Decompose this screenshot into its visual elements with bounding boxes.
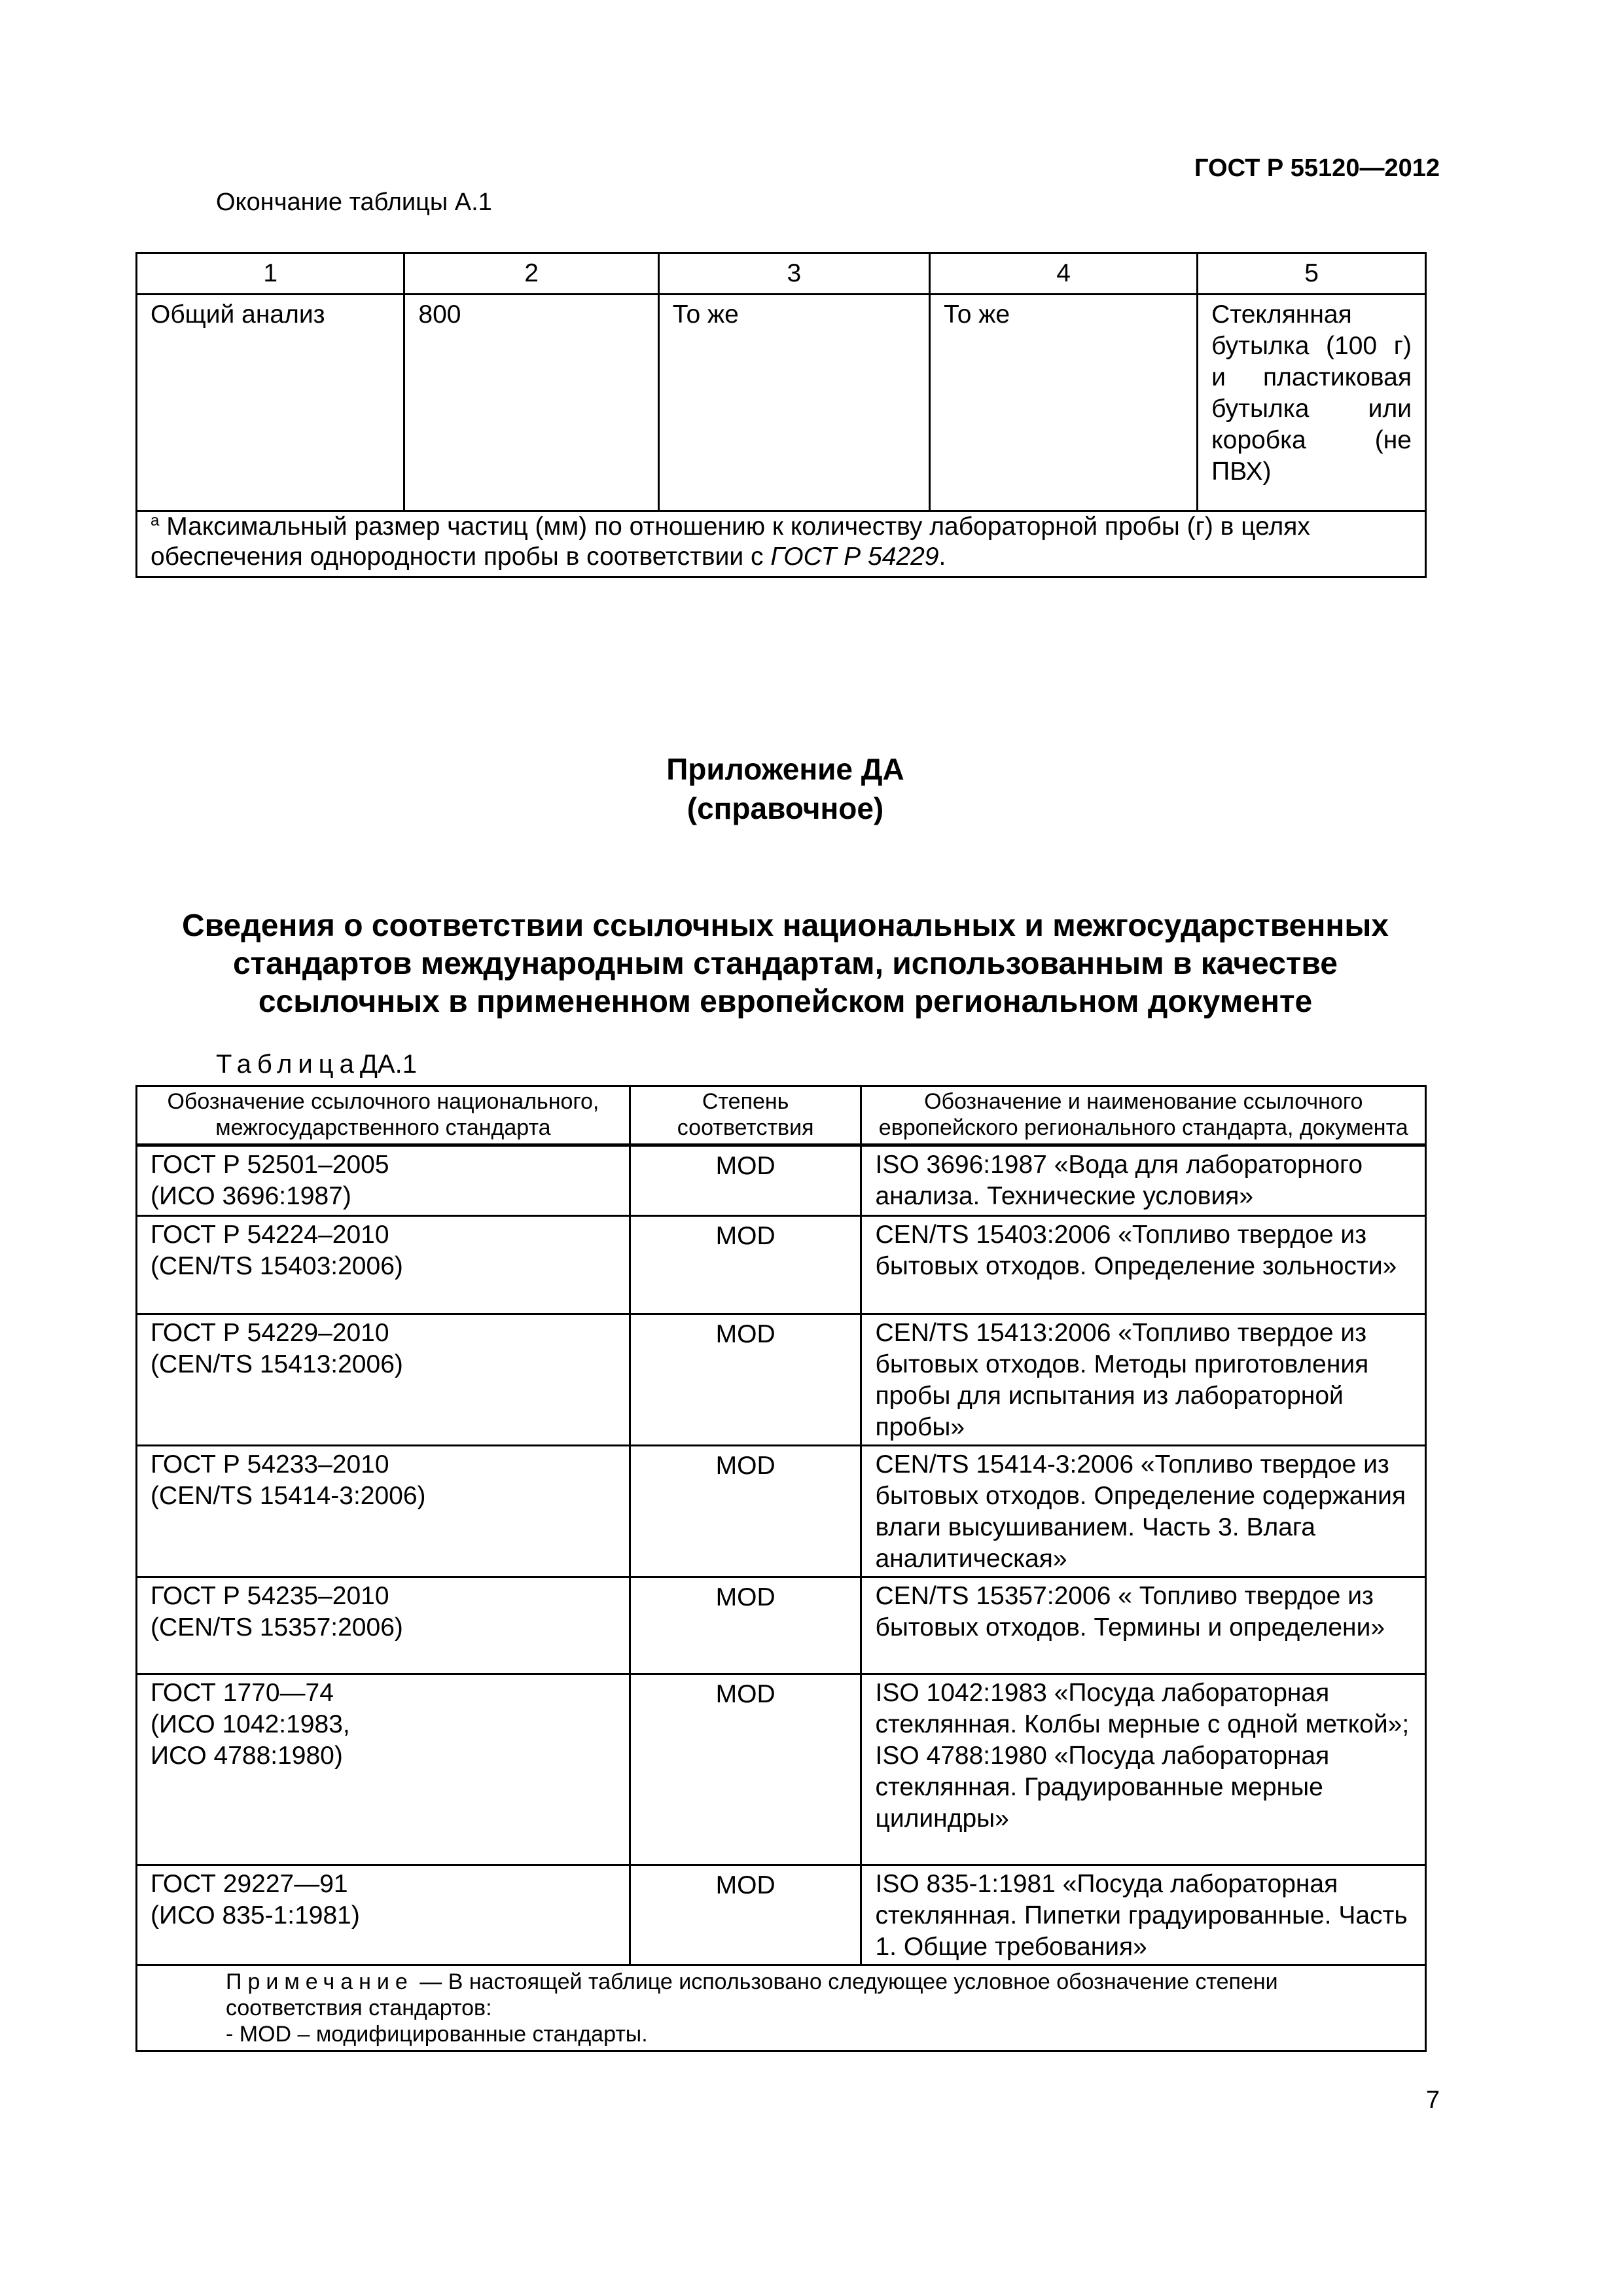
footnote-reference: ГОСТ Р 54229 bbox=[770, 543, 939, 571]
annex-heading-line-2: стандартов международным стандартам, использованным в качестве bbox=[232, 946, 1338, 981]
european-standard-cell: CEN/TS 15357:2006 « Топливо твердое из бытовых отходов. Термины и определени» bbox=[861, 1577, 1426, 1674]
table-row bbox=[137, 1577, 1426, 1674]
column-number: 1 bbox=[137, 253, 404, 295]
annex-subtitle: (справочное) bbox=[687, 791, 884, 825]
table-row bbox=[137, 1145, 1426, 1216]
european-standard-cell: CEN/TS 15403:2006 «Топливо твердое из бытовых отходов. Определение зольности» bbox=[861, 1216, 1426, 1314]
sample-mass-cell: 800 bbox=[404, 295, 658, 511]
column-number-row bbox=[137, 253, 1426, 295]
degree-cell: MOD bbox=[630, 1314, 861, 1446]
note-text: — В настоящей таблице использовано следующее условное обозначение степени соответствия стандартов: bbox=[226, 1969, 1278, 2020]
column-header-national-standard: Обозначение ссылочного национального, межгосударственного стандарта bbox=[137, 1086, 630, 1145]
column-number: 2 bbox=[404, 253, 658, 295]
european-standard-cell: CEN/TS 15414-3:2006 «Топливо твердое из бытовых отходов. Определение содержания влаги высушиванием. Часть 3. Влага аналитическая» bbox=[861, 1446, 1426, 1577]
european-standard-cell: ISO 1042:1983 «Посуда лабораторная стеклянная. Колбы мерные с одной меткой»; ISO 4788:1980 «Посуда лабораторная стеклянная. Градуированные мерные цилиндры» bbox=[861, 1674, 1426, 1865]
table-row bbox=[137, 295, 1426, 511]
page-number: 7 bbox=[1425, 2087, 1440, 2114]
national-standard-cell: ГОСТ Р 54235–2010 (CEN/TS 15357:2006) bbox=[137, 1577, 630, 1674]
european-standard-cell: ISO 835-1:1981 «Посуда лабораторная стеклянная. Пипетки градуированные. Часть 1. Общие требования» bbox=[861, 1865, 1426, 1965]
table-da1 bbox=[135, 1085, 1427, 2052]
table-note bbox=[137, 1965, 1426, 2051]
column-number: 3 bbox=[658, 253, 929, 295]
note-line bbox=[151, 1969, 1412, 2021]
note-word: Примечание bbox=[226, 1969, 414, 1994]
table-row bbox=[137, 1446, 1426, 1577]
degree-cell: MOD bbox=[630, 1145, 861, 1216]
european-standard-cell: CEN/TS 15413:2006 «Топливо твердое из бытовых отходов. Методы приготовления пробы для испытания из лабораторной пробы» bbox=[861, 1314, 1426, 1446]
degree-cell: MOD bbox=[630, 1577, 861, 1674]
col3-cell: То же bbox=[658, 295, 929, 511]
container-cell: Стеклянная бутылка (100 г) и пластиковая бутылка или коробка (не ПВХ) bbox=[1198, 295, 1426, 511]
note-item: - MOD – модифицированные стандарты. bbox=[226, 2022, 648, 2047]
table-body bbox=[137, 1145, 1426, 2051]
col4-cell: То же bbox=[929, 295, 1197, 511]
table-word: Таблица bbox=[216, 1050, 360, 1079]
national-standard-cell: ГОСТ 1770—74 (ИСО 1042:1983, ИСО 4788:1980) bbox=[137, 1674, 630, 1865]
table-header-row bbox=[137, 1086, 1426, 1145]
column-number: 5 bbox=[1198, 253, 1426, 295]
table-footnote bbox=[137, 511, 1426, 577]
column-header-european-standard: Обозначение и наименование ссылочного европейского регионального стандарта, документа bbox=[861, 1086, 1426, 1145]
degree-cell: MOD bbox=[630, 1865, 861, 1965]
table-a1-end bbox=[135, 252, 1427, 578]
column-number: 4 bbox=[929, 253, 1197, 295]
national-standard-cell: ГОСТ Р 54229–2010 (CEN/TS 15413:2006) bbox=[137, 1314, 630, 1446]
column-header-degree: Степень соответствия bbox=[630, 1086, 861, 1145]
degree-cell: MOD bbox=[630, 1446, 861, 1577]
table-row bbox=[137, 1314, 1426, 1446]
table-note-row bbox=[137, 1965, 1426, 2051]
table-footnote-row bbox=[137, 511, 1426, 577]
table-continuation-label: Окончание таблицы А.1 bbox=[216, 188, 492, 216]
degree-cell: MOD bbox=[630, 1216, 861, 1314]
footnote-end: . bbox=[938, 543, 946, 571]
table-row bbox=[137, 1216, 1426, 1314]
footnote-text: Максимальный размер частиц (мм) по отношению к количеству лабораторной пробы (г) в целях обеспечения однородности пробы в соответствии с bbox=[151, 512, 1310, 571]
table-number: ДА.1 bbox=[359, 1050, 417, 1079]
table-row bbox=[137, 1865, 1426, 1965]
footnote-mark: а bbox=[151, 512, 160, 529]
european-standard-cell: ISO 3696:1987 «Вода для лабораторного анализа. Технические условия» bbox=[861, 1145, 1426, 1216]
document-code: ГОСТ Р 55120—2012 bbox=[1194, 154, 1440, 182]
table-da1-label bbox=[216, 1050, 417, 1079]
annex-title: Приложение ДА bbox=[666, 752, 904, 786]
analysis-type-cell: Общий анализ bbox=[137, 295, 404, 511]
national-standard-cell: ГОСТ Р 52501–2005 (ИСО 3696:1987) bbox=[137, 1145, 630, 1216]
national-standard-cell: ГОСТ 29227—91 (ИСО 835-1:1981) bbox=[137, 1865, 630, 1965]
national-standard-cell: ГОСТ Р 54233–2010 (CEN/TS 15414-3:2006) bbox=[137, 1446, 630, 1577]
degree-cell: MOD bbox=[630, 1674, 861, 1865]
table-row bbox=[137, 1674, 1426, 1865]
national-standard-cell: ГОСТ Р 54224–2010 (CEN/TS 15403:2006) bbox=[137, 1216, 630, 1314]
annex-heading-line-1: Сведения о соответствии ссылочных национальных и межгосударственных bbox=[181, 908, 1389, 943]
annex-heading-line-3: ссылочных в примененном европейском региональном документе bbox=[258, 984, 1313, 1019]
